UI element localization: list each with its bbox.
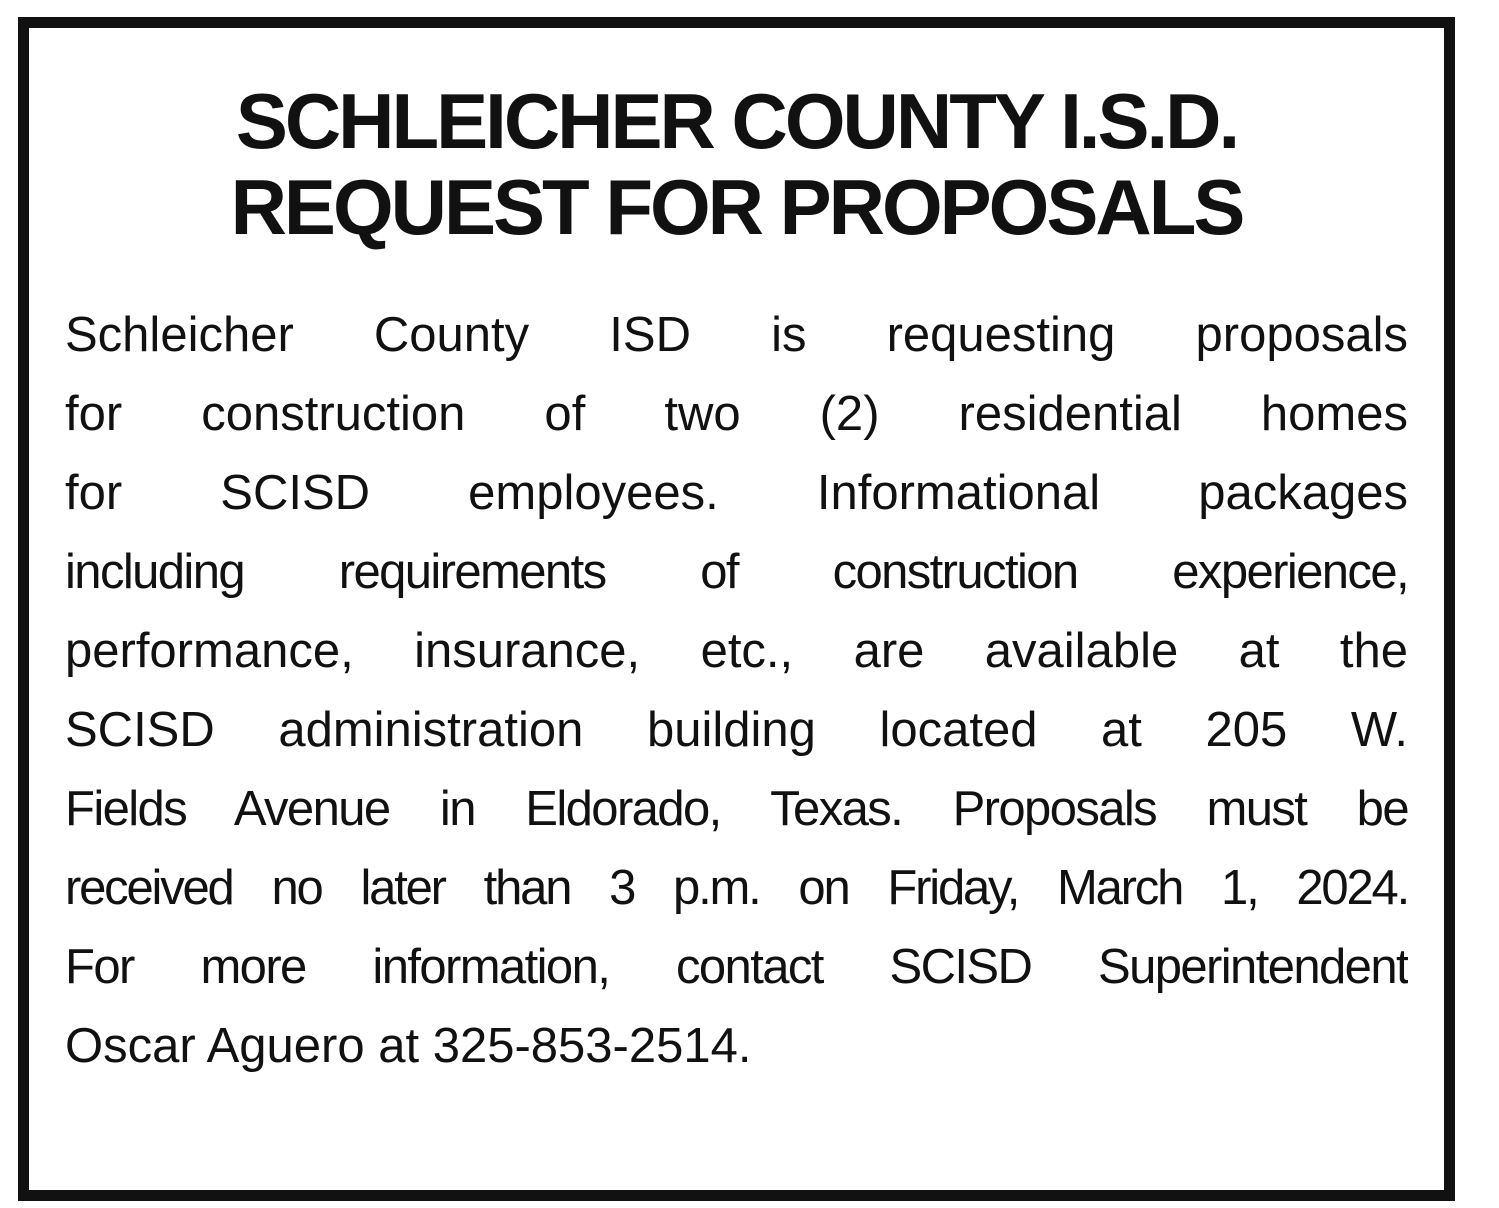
body-line-7: Fields Avenue in Eldorado, Texas. Proposals must be [65, 782, 1408, 836]
body-line-1: Schleicher County ISD is requesting proposals [65, 308, 1408, 362]
body-line-6: SCISD administration building located at 205 W. [65, 703, 1408, 757]
notice-body [65, 296, 1408, 1086]
body-line-4: including requirements of construction experience, [65, 545, 1408, 599]
notice-title [65, 78, 1408, 250]
body-line-3: for SCISD employees. Informational packages [65, 466, 1408, 520]
body-line-5: performance, insurance, etc., are available at the [65, 624, 1408, 678]
body-line-8: received no later than 3 p.m. on Friday, March 1, 2024. [65, 861, 1408, 915]
body-line-9: For more information, contact SCISD Superintendent [65, 940, 1408, 994]
body-line-10: Oscar Aguero at 325-853-2514. [65, 1019, 752, 1073]
notice-border [18, 17, 1455, 1201]
title-line-1: SCHLEICHER COUNTY I.S.D. [235, 77, 1238, 165]
notice-content [65, 78, 1408, 1086]
title-line-2: REQUEST FOR PROPOSALS [230, 163, 1243, 251]
body-line-2: for construction of two (2) residential homes [65, 387, 1408, 441]
